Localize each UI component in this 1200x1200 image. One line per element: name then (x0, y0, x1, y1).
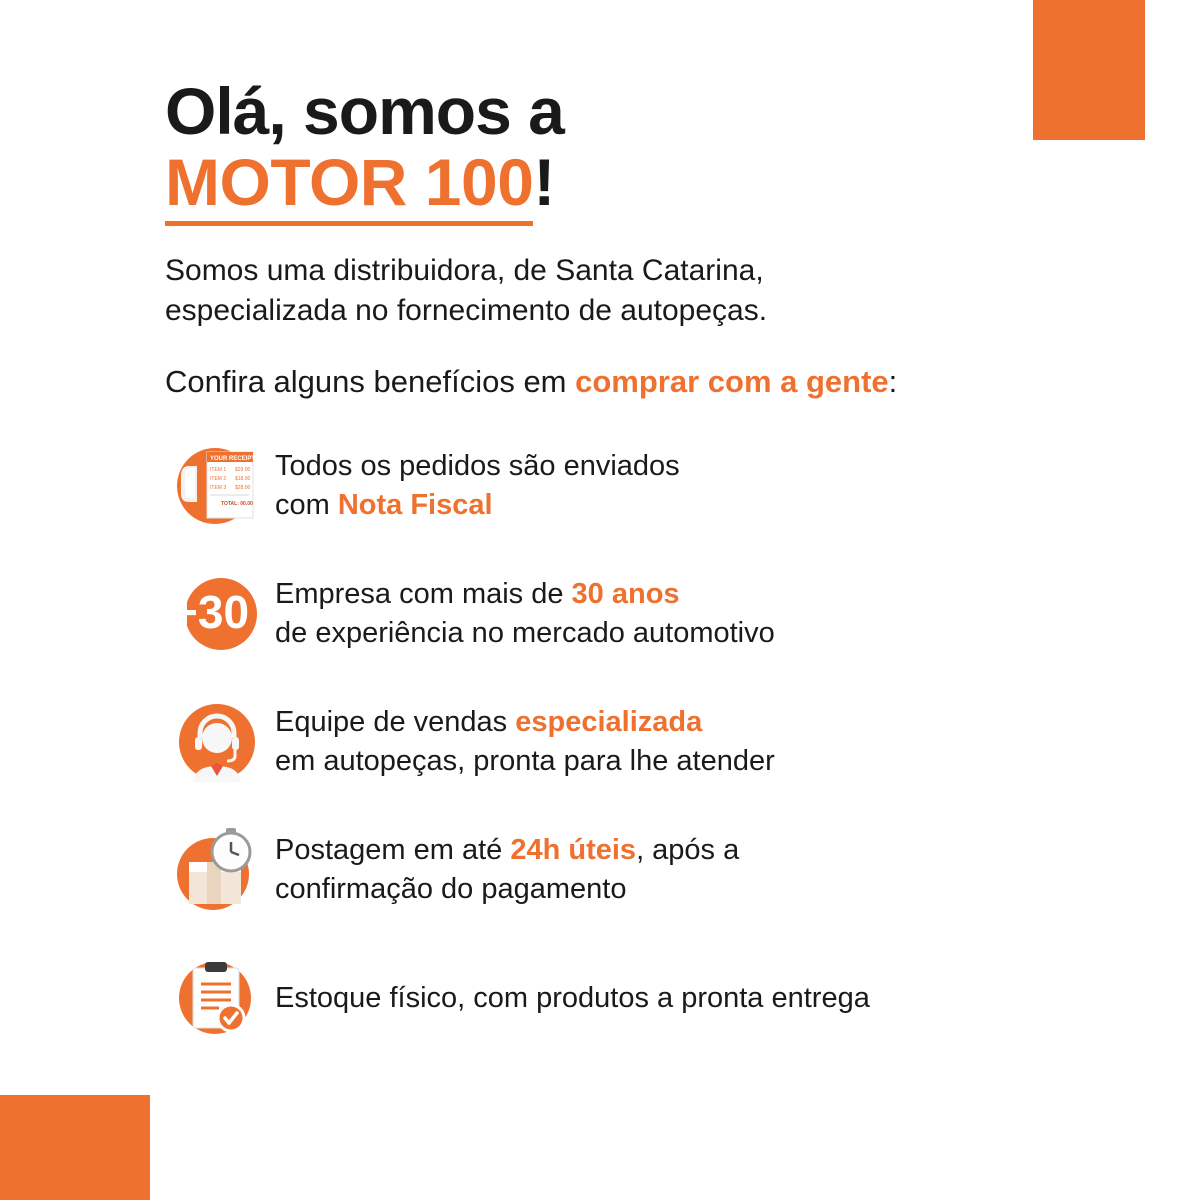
promo-content (165, 74, 1075, 1078)
benefit-line-2 (275, 486, 680, 525)
benefit-line-1-highlight: 30 anos (571, 578, 680, 611)
benefit-text (275, 703, 775, 781)
benefit-line-1-before: Postagem em até (275, 834, 511, 867)
package-stopwatch-icon (165, 822, 269, 918)
svg-text:+30: +30 (171, 586, 250, 639)
benefit-line-2: em autopeças, pronta para lhe atender (275, 745, 775, 778)
benefit-line-1: Todos os pedidos são enviados (275, 450, 680, 483)
list-item (165, 822, 1075, 918)
benefit-list (165, 438, 1075, 1046)
svg-text:$28.00: $28.00 (235, 485, 251, 492)
plus-thirty-badge-icon (165, 566, 269, 662)
benefit-text (275, 575, 775, 653)
list-item (165, 694, 1075, 790)
svg-text:YOUR RECEIPT: YOUR RECEIPT (210, 456, 256, 463)
benefits-lead-highlight: comprar com a gente (575, 364, 889, 400)
list-item (165, 950, 1075, 1046)
benefit-line-1-after: , após a (636, 834, 740, 867)
list-item (165, 438, 1075, 534)
benefit-line-1 (275, 575, 775, 614)
benefit-line-2-highlight: Nota Fiscal (337, 489, 493, 522)
benefit-line-1: Estoque físico, com produtos a pronta entrega (275, 981, 870, 1014)
svg-text:ITEM 2: ITEM 2 (210, 476, 227, 483)
invoice-receipt-icon (165, 438, 269, 534)
benefit-line-1 (275, 831, 739, 870)
svg-text:$29.00: $29.00 (235, 467, 251, 474)
list-item (165, 566, 1075, 662)
benefit-line-2: confirmação do pagamento (275, 873, 627, 906)
benefit-text (275, 831, 739, 909)
intro-line-2: especializada no fornecimento de autopeças. (165, 293, 768, 327)
intro-line-1: Somos uma distribuidora, de Santa Catarina, (165, 253, 764, 287)
benefit-line-1-highlight: 24h úteis (510, 834, 637, 867)
benefit-line-1 (275, 703, 775, 742)
benefit-text (275, 979, 870, 1018)
benefits-lead-before: Confira alguns benefícios em (165, 364, 576, 400)
benefit-line-1-before: Equipe de vendas (275, 706, 516, 739)
sales-agent-headset-icon (165, 694, 269, 790)
benefits-lead-after: : (888, 364, 898, 400)
svg-text:ITEM 3: ITEM 3 (210, 485, 227, 492)
clipboard-check-icon (165, 950, 269, 1046)
decorative-square-bottom-left (0, 1095, 150, 1200)
benefit-text (275, 447, 680, 525)
svg-text:TOTAL: 00.00: TOTAL: 00.00 (221, 501, 253, 508)
benefit-line-2-before: com (275, 489, 338, 522)
svg-text:ITEM 1: ITEM 1 (210, 467, 227, 474)
page-title: Olá, somos a (165, 74, 564, 148)
brand-name: MOTOR 100 (165, 145, 533, 226)
brand-title (165, 145, 1075, 220)
benefit-line-1-before: Empresa com mais de (275, 578, 572, 611)
brand-exclamation: ! (533, 145, 555, 220)
benefits-lead (165, 364, 1075, 400)
benefit-line-1-highlight: especializada (515, 706, 703, 739)
svg-text:$18.00: $18.00 (235, 476, 251, 483)
benefit-line-2: de experiência no mercado automotivo (275, 617, 775, 650)
intro-paragraph (165, 251, 1075, 331)
